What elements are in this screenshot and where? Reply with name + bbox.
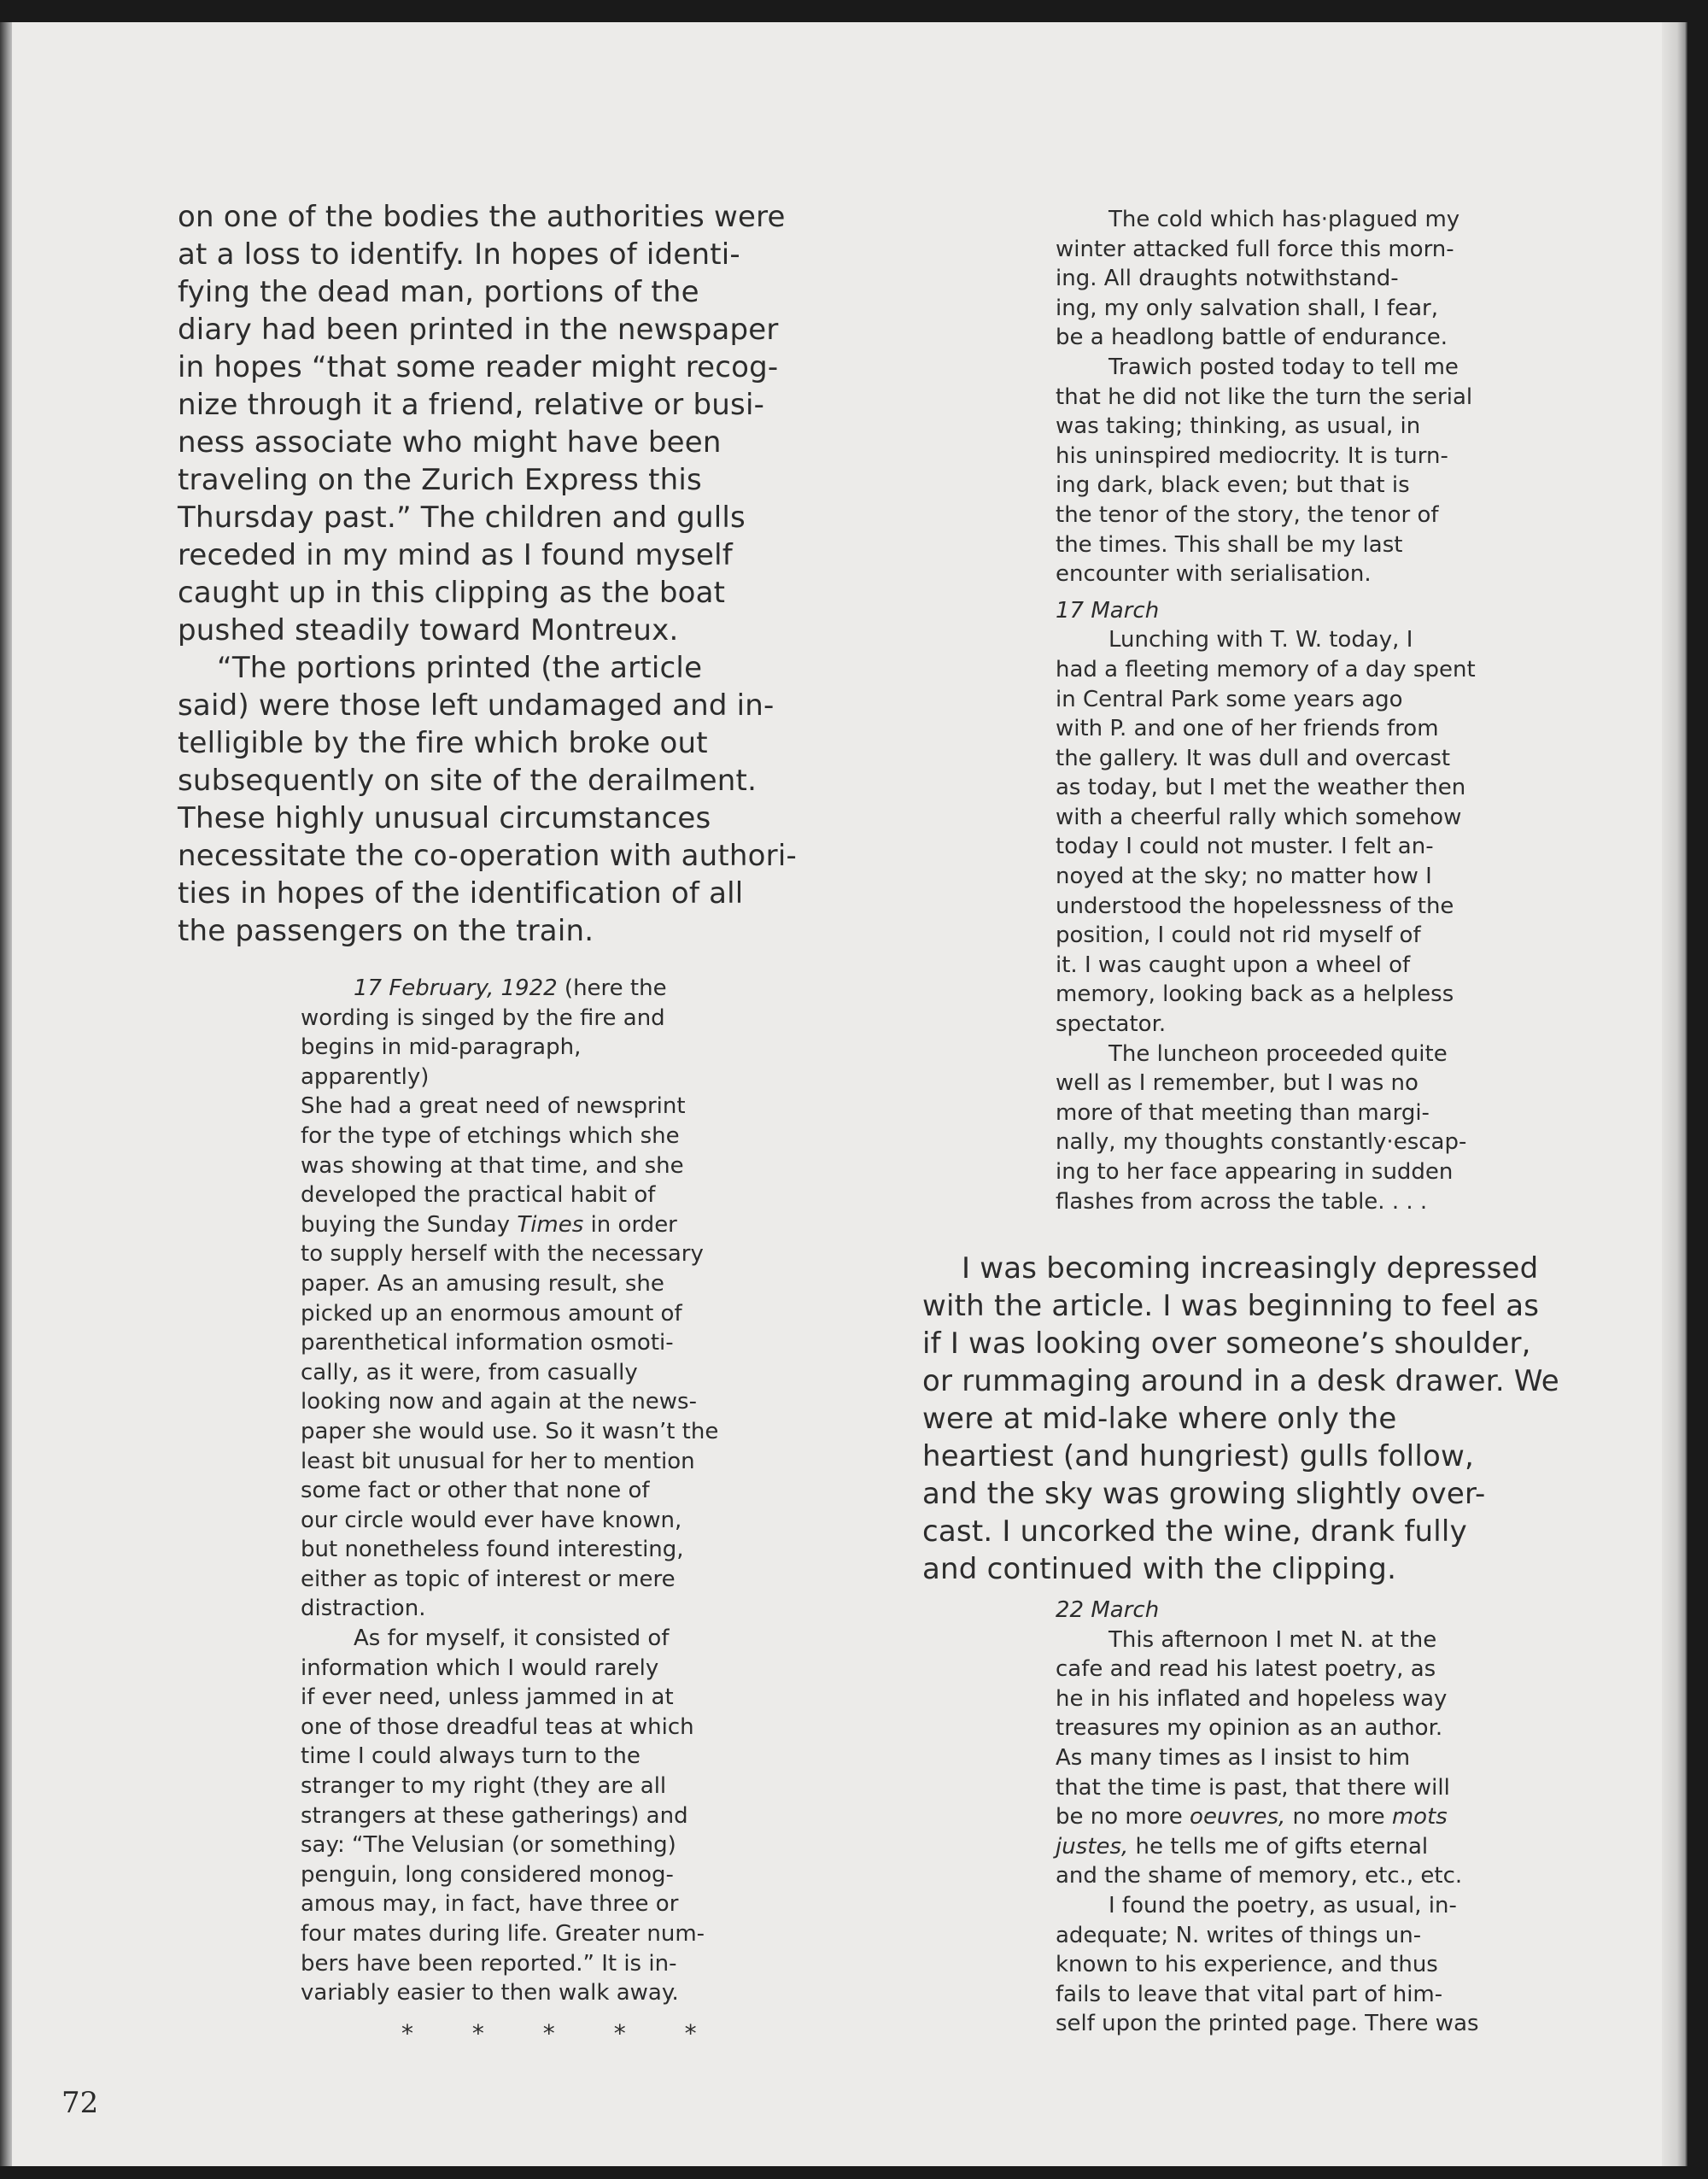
diary-date-22-march: 22 March	[1056, 1597, 1160, 1623]
text-line: some fact or other that none of	[301, 1478, 650, 1504]
text-line: with P. and one of her friends from	[1056, 716, 1439, 742]
text-line: As for myself, it consisted of	[354, 1625, 670, 1652]
text-line: at a loss to identify. In hopes of identi-	[178, 237, 740, 272]
text-line: cast. I uncorked the wine, drank fully	[922, 1514, 1467, 1549]
text-line: amous may, in fact, have three or	[301, 1891, 679, 1918]
text-line: These highly unusual circumstances	[178, 801, 711, 835]
text-line: and the sky was growing slightly over-	[922, 1477, 1486, 1511]
text-line: traveling on the Zurich Express this	[178, 463, 702, 497]
text-line: spectator.	[1056, 1011, 1167, 1038]
text-line: Lunching with T. W. today, I	[1108, 627, 1413, 653]
text-line: variably easier to then walk away.	[301, 1980, 679, 2006]
text-line: on one of the bodies the authorities were	[178, 200, 786, 234]
text-line: She had a great need of newsprint	[301, 1093, 686, 1120]
text-line: be a headlong battle of endurance.	[1056, 325, 1448, 351]
text-line: was taking; thinking, as usual, in	[1056, 413, 1421, 440]
text-line: stranger to my right (they are all	[301, 1773, 667, 1800]
text-line: developed the practical habit of	[301, 1182, 656, 1209]
right-diary-paragraph-4	[1056, 1040, 1534, 1217]
text-line: apparently)	[301, 1063, 430, 1090]
text-fragment: buying the Sunday	[301, 1211, 518, 1238]
text-fragment: he tells me of gifts eternal	[1128, 1833, 1429, 1860]
text-line: pushed steadily toward Montreux.	[178, 613, 679, 647]
right-diary-paragraph-3	[1056, 625, 1534, 1039]
page-number: 72	[61, 2086, 99, 2120]
text-line: encounter with serialisation.	[1056, 561, 1372, 588]
text-line: as today, but I met the weather then	[1056, 775, 1466, 801]
text-line: treasures my opinion as an author.	[1056, 1715, 1443, 1742]
text-line: more of that meeting than margi-	[1056, 1099, 1430, 1126]
text-line: understood the hopelessness of the	[1056, 893, 1454, 919]
right-paragraph	[922, 1250, 1559, 1588]
section-break-stars: * * * * *	[401, 2019, 722, 2047]
diary-paragraph-a2	[301, 1239, 745, 1624]
left-paragraph-2	[178, 649, 797, 950]
text-line: it. I was caught upon a wheel of	[1056, 952, 1411, 978]
text-line: I was becoming increasingly depressed	[962, 1251, 1539, 1286]
diary-times-line	[301, 1210, 745, 1240]
text-line: diary had been printed in the newspaper	[178, 313, 779, 347]
text-line: memory, looking back as a helpless	[1056, 981, 1454, 1008]
text-line: ties in hopes of the identification of all	[178, 876, 744, 911]
diary-excerpt-right-top	[1056, 205, 1534, 1216]
text-line: The cold which has·plagued my	[1108, 207, 1460, 232]
text-line: said) were those left undamaged and in-	[178, 688, 775, 723]
text-line: nize through it a friend, relative or busi-	[178, 388, 765, 422]
text-line: looking now and again at the news-	[301, 1389, 697, 1415]
text-line: distraction.	[301, 1596, 426, 1622]
text-line: or rummaging around in a desk drawer. We	[922, 1364, 1559, 1398]
text-line: penguin, long considered monog-	[301, 1861, 674, 1888]
text-line: had a fleeting memory of a day spent	[1056, 656, 1476, 682]
text-line: if I was looking over someone’s shoulder,	[922, 1327, 1531, 1361]
text-line: the tenor of the story, the tenor of	[1056, 501, 1439, 528]
text-line: adequate; N. writes of things un-	[1056, 1922, 1422, 1948]
text-line: flashes from across the table. . . .	[1056, 1188, 1428, 1215]
text-line: Trawich posted today to tell me	[1108, 354, 1459, 380]
text-line: in hopes “that some reader might recog-	[178, 350, 779, 384]
text-fragment: be no more	[1056, 1804, 1190, 1830]
text-line: well as I remember, but I was no	[1056, 1070, 1418, 1097]
text-line: and continued with the clipping.	[922, 1552, 1397, 1586]
text-line: if ever need, unless jammed in at	[301, 1684, 674, 1711]
text-line: necessitate the co-operation with authori-	[178, 839, 797, 873]
text-line: one of those dreadful teas at which	[301, 1713, 694, 1740]
text-line: strangers at these gatherings) and	[301, 1802, 688, 1829]
diary-note-rest	[301, 1004, 745, 1092]
left-paragraph-1	[178, 198, 786, 649]
diary-paragraph-b	[301, 1624, 745, 2008]
text-line: the passengers on the train.	[178, 914, 594, 948]
text-line: caught up in this clipping as the boat	[178, 576, 726, 610]
text-line: self upon the printed page. There was	[1056, 2011, 1479, 2037]
text-line: position, I could not rid myself of	[1056, 923, 1421, 949]
text-line: The luncheon proceeded quite	[1108, 1040, 1448, 1067]
text-line: picked up an enormous amount of	[301, 1300, 682, 1327]
text-line: was showing at that time, and she	[301, 1152, 684, 1179]
text-line: known to his experience, and thus	[1056, 1952, 1438, 1978]
oeuvres-italic: oeuvres,	[1190, 1804, 1286, 1830]
text-line: he in his inflated and hopeless way	[1056, 1685, 1448, 1712]
text-line: with a cheerful rally which somehow	[1056, 804, 1462, 830]
text-line: the gallery. It was dull and overcast	[1056, 745, 1451, 771]
page-spine	[1662, 22, 1688, 2166]
text-line: receded in my mind as I found myself	[178, 538, 733, 572]
text-line: paper. As an amusing result, she	[301, 1270, 664, 1297]
text-line: the times. This shall be my last	[1056, 531, 1403, 558]
right-body-column	[922, 1250, 1559, 1588]
text-line: subsequently on site of the derailment.	[178, 764, 757, 798]
text-line: information which I would rarely	[301, 1655, 659, 1681]
text-line: but nonetheless found interesting,	[301, 1537, 684, 1563]
diary-excerpt-left	[301, 974, 745, 2008]
text-line: nally, my thoughts constantly·escap-	[1056, 1129, 1467, 1156]
text-line: were at mid-lake where only the	[922, 1402, 1397, 1436]
text-line: “The portions printed (the article	[217, 651, 703, 685]
text-line: with the article. I was beginning to feel as	[922, 1289, 1540, 1323]
mots-italic: mots	[1391, 1804, 1448, 1830]
text-line: fying the dead man, portions of the	[178, 275, 699, 309]
diary-paragraph-a1	[301, 1092, 745, 1210]
text-line: ing, my only salvation shall, I fear,	[1056, 295, 1438, 321]
text-line: in Central Park some years ago	[1056, 686, 1403, 712]
justes-italic: justes,	[1056, 1833, 1129, 1860]
text-line: to supply herself with the necessary	[301, 1241, 704, 1268]
text-line: parenthetical information osmoti-	[301, 1330, 674, 1356]
right-bottom-paragraph-1a	[1056, 1625, 1534, 1803]
text-line: and the shame of memory, etc., etc.	[1056, 1863, 1463, 1889]
text-line: that the time is past, that there will	[1056, 1774, 1450, 1801]
text-line: fails to leave that vital part of him-	[1056, 1981, 1443, 2007]
right-diary-paragraph-2	[1056, 353, 1534, 589]
text-line: his uninspired mediocrity. It is turn-	[1056, 442, 1448, 469]
text-line: heartiest (and hungriest) gulls follow,	[922, 1439, 1474, 1473]
oeuvres-line	[1056, 1802, 1534, 1832]
text-fragment: in order	[583, 1211, 677, 1238]
text-line: Thursday past.” The children and gulls	[178, 501, 746, 535]
right-bottom-paragraph-2	[1056, 1891, 1534, 2039]
text-line: I found the poetry, as usual, in-	[1108, 1892, 1457, 1918]
text-line: cafe and read his latest poetry, as	[1056, 1656, 1436, 1683]
right-diary-paragraph-1	[1056, 205, 1534, 353]
text-line: noyed at the sky; no matter how I	[1056, 864, 1432, 890]
times-title: Times	[517, 1211, 584, 1238]
diary-date-17-march: 17 March	[1056, 597, 1160, 624]
text-line: say: “The Velusian (or something)	[301, 1832, 676, 1859]
text-line: winter attacked full force this morn-	[1056, 236, 1454, 262]
text-line: ness associate who might have been	[178, 425, 722, 460]
diary-date-line	[301, 974, 745, 1004]
diary-note: (here the	[557, 975, 667, 1001]
text-line: wording is singed by the fire and	[301, 1005, 665, 1031]
diary-date: 17 February, 1922	[354, 975, 558, 1001]
text-line: ing. All draughts notwithstand-	[1056, 266, 1399, 292]
text-line: time I could always turn to the	[301, 1743, 640, 1770]
text-line: ing dark, black even; but that is	[1056, 472, 1410, 499]
text-line: today I could not muster. I felt an-	[1056, 834, 1434, 860]
text-line: This afternoon I met N. at the	[1108, 1626, 1437, 1653]
text-line: telligible by the fire which broke out	[178, 726, 708, 760]
text-line: least bit unusual for her to mention	[301, 1448, 695, 1474]
text-line: our circle would ever have known,	[301, 1507, 682, 1533]
text-line: begins in mid-paragraph,	[301, 1034, 582, 1061]
text-line: As many times as I insist to him	[1056, 1744, 1411, 1771]
text-line: ing to her face appearing in sudden	[1056, 1159, 1454, 1185]
diary-excerpt-right-bottom	[1056, 1596, 1534, 2039]
text-line: cally, as it were, from casually	[301, 1359, 638, 1385]
text-line: for the type of etchings which she	[301, 1122, 680, 1149]
text-line: four mates during life. Greater num-	[301, 1921, 705, 1947]
left-body-column	[178, 198, 797, 950]
justes-line	[1056, 1832, 1534, 1862]
text-line: that he did not like the turn the serial	[1056, 384, 1473, 410]
text-line: either as topic of interest or mere	[301, 1566, 676, 1592]
text-line: paper she would use. So it wasn’t the	[301, 1418, 719, 1444]
text-line: bers have been reported.” It is in-	[301, 1950, 677, 1977]
text-fragment: no more	[1285, 1804, 1392, 1830]
right-bottom-paragraph-1b	[1056, 1861, 1534, 1891]
